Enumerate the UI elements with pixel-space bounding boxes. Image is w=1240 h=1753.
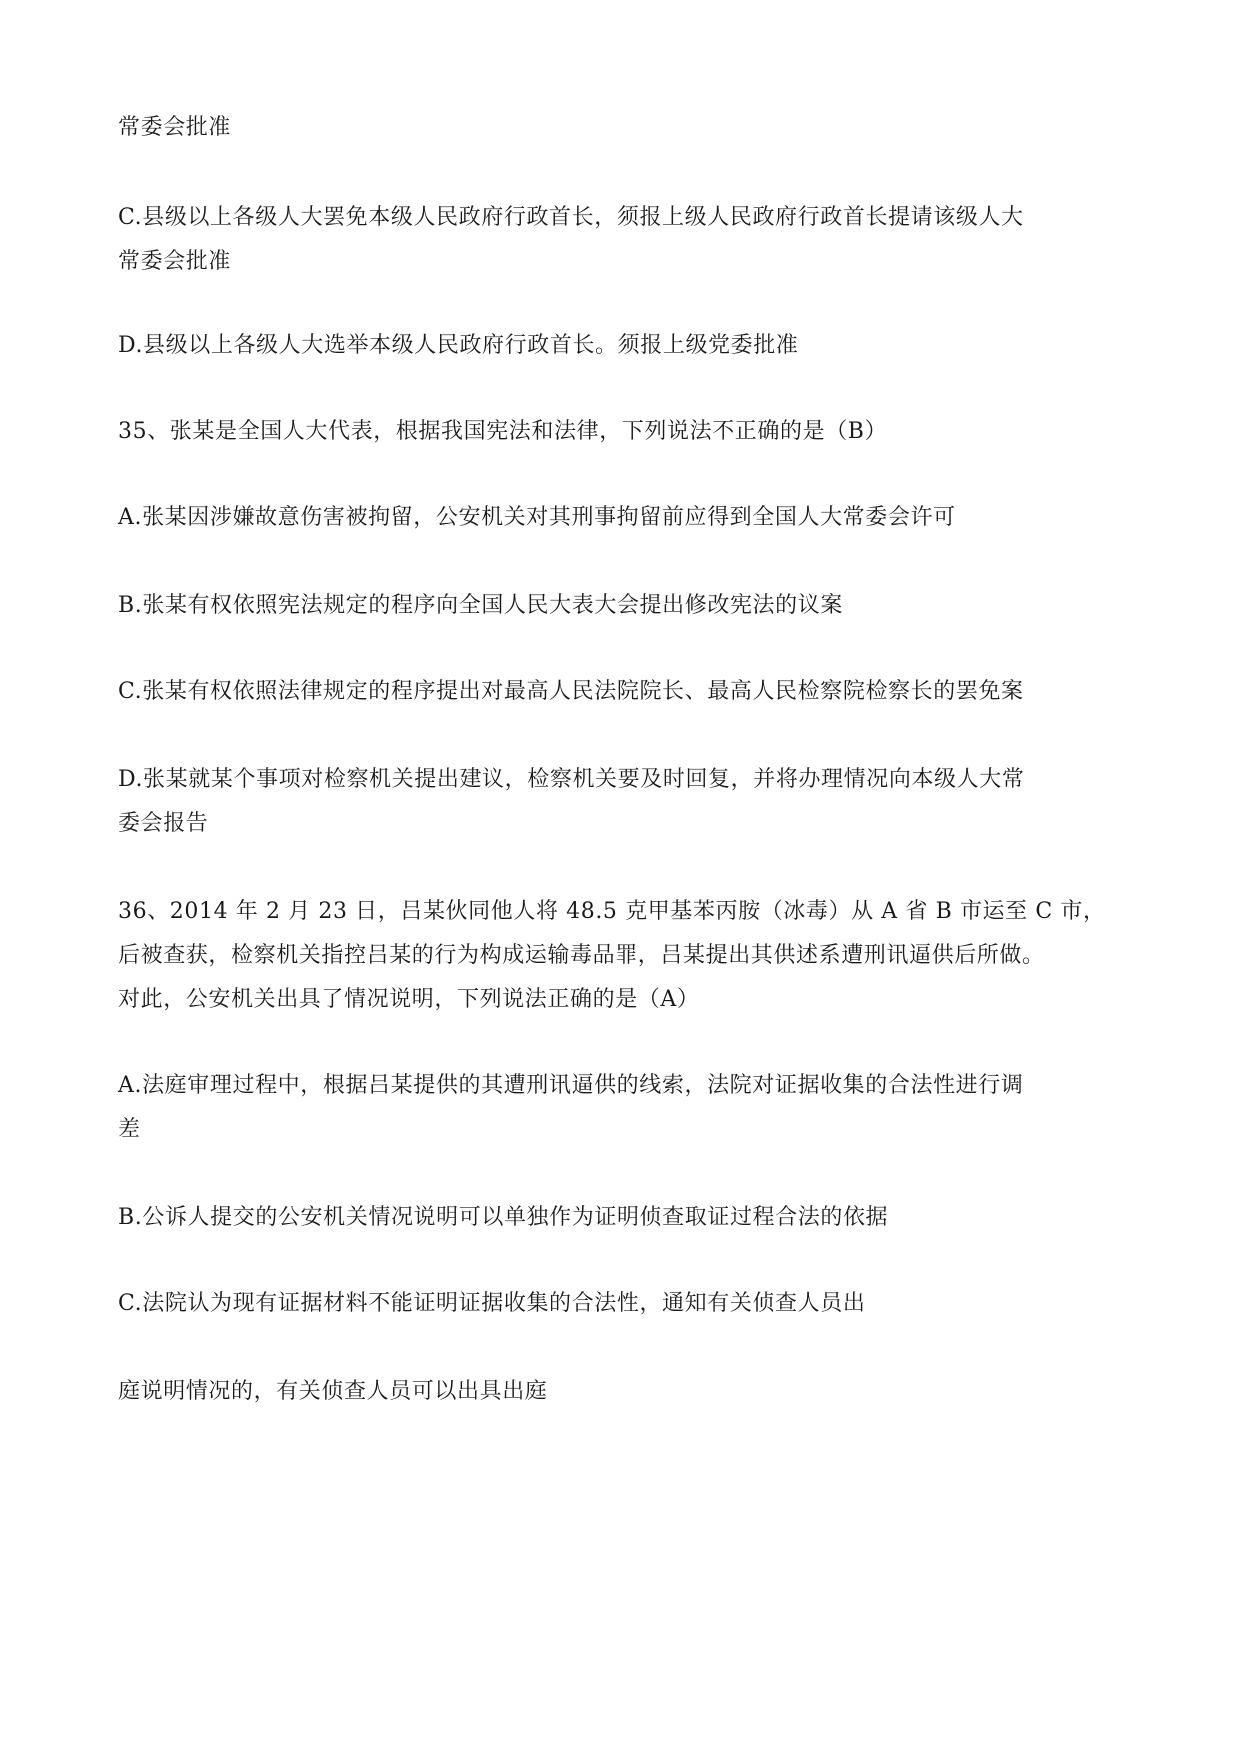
text-line: D.张某就某个事项对检察机关提出建议，检察机关要及时回复，并将办理情况向本级人大常 [118,767,1025,792]
question-35 [118,410,1128,454]
text-line: 差 [118,1117,141,1142]
option-35c [118,670,1128,714]
text-line: B.公诉人提交的公安机关情况说明可以单独作为证明侦查取证过程合法的依据 [118,1205,889,1230]
text-line: 36、2014 年 2 月 23 日，吕某伙同他人将 48.5 克甲基苯丙胺（冰毒）从 A 省 B 市运至 C 市， [118,899,1106,924]
text-line: 常委会批准 [118,249,232,274]
option-36c-continuation [118,1370,1128,1414]
text-line: C.张某有权依照法律规定的程序提出对最高人民法院院长、最高人民检察院检察长的罢免案 [118,679,1024,704]
text-line: A.张某因涉嫌故意伤害被拘留，公安机关对其刑事拘留前应得到全国人大常委会许可 [118,505,956,530]
question-36 [118,890,1128,1022]
option-36b [118,1196,1128,1240]
text-line: 委会报告 [118,811,209,836]
text-line: D.县级以上各级人大选举本级人民政府行政首长。须报上级党委批准 [118,333,799,358]
text-line: C.法院认为现有证据材料不能证明证据收集的合法性，通知有关侦查人员出 [118,1291,866,1316]
text-line: 对此，公安机关出具了情况说明，下列说法正确的是（A） [118,987,700,1012]
option-35b [118,584,1128,628]
option-34d [118,324,1128,368]
text-line: 后被查获，检察机关指控吕某的行为构成运输毒品罪，吕某提出其供述系遭刑讯逼供后所做。 [118,943,1045,968]
text-line: 35、张某是全国人大代表，根据我国宪法和法律，下列说法不正确的是（B） [118,419,888,444]
option-34c [118,196,1128,284]
text-line: 常委会批准 [118,115,232,140]
text-line: B.张某有权依照宪法规定的程序向全国人民大表大会提出修改宪法的议案 [118,593,843,618]
paragraph-34b-continuation [118,106,1128,150]
text-line: 庭说明情况的，有关侦查人员可以出具出庭 [118,1379,548,1404]
option-35a [118,496,1128,540]
text-line: C.县级以上各级人大罢免本级人民政府行政首长，须报上级人民政府行政首长提请该级人大 [118,205,1024,230]
option-35d [118,758,1128,846]
option-36a [118,1064,1128,1152]
option-36c [118,1282,1128,1326]
text-line: A.法庭审理过程中，根据吕某提供的其遭刑讯逼供的线索，法院对证据收集的合法性进行调 [118,1073,1024,1098]
